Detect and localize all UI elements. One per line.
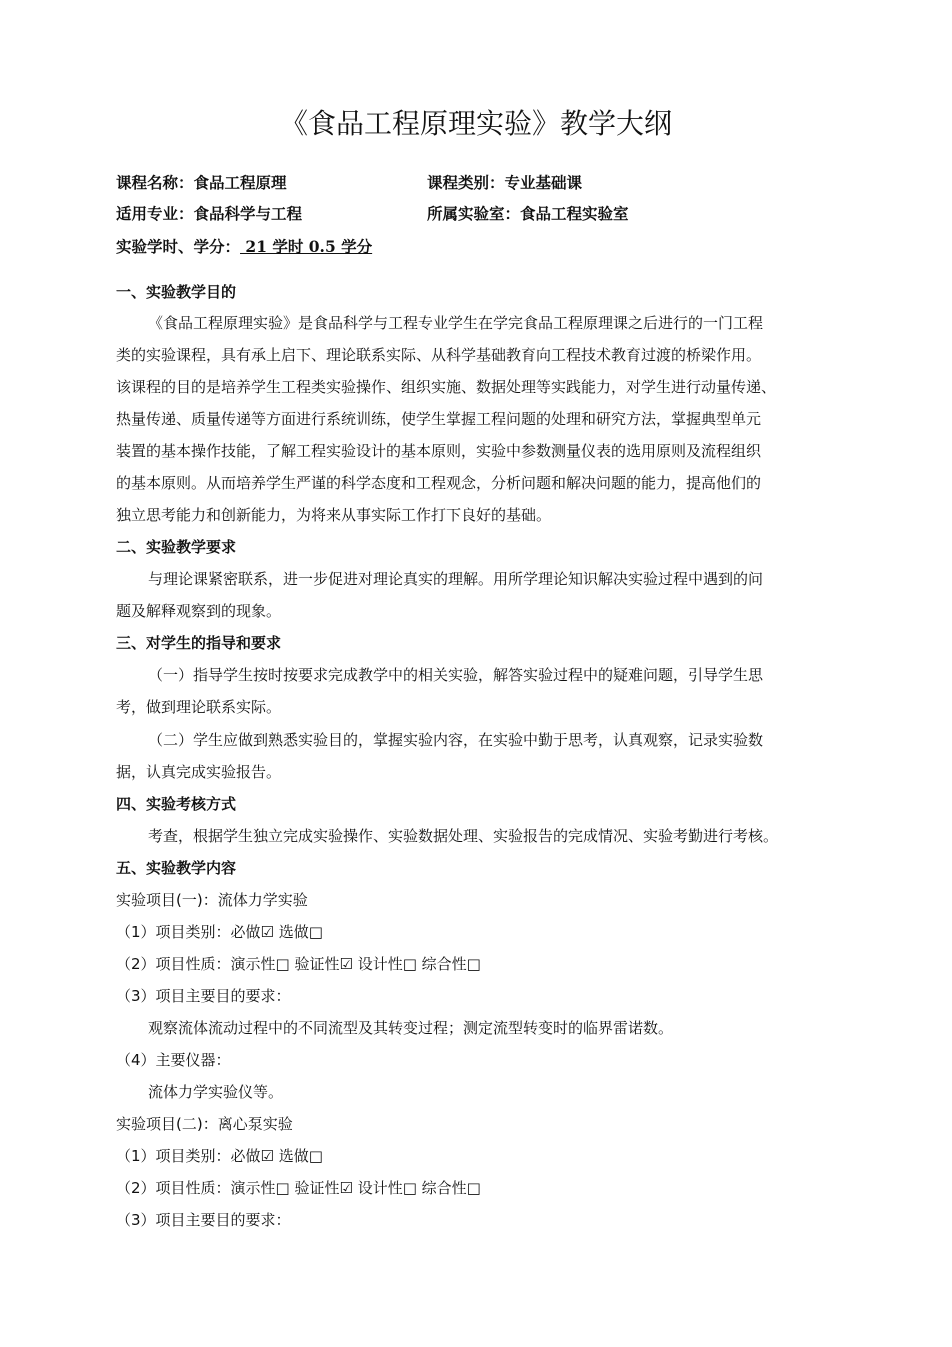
course-name: 课程名称：食品工程原理 bbox=[116, 174, 287, 192]
document-title: 《食品工程原理实验》教学大纲 bbox=[279, 107, 672, 140]
paragraph-line: 《食品工程原理实验》是食品科学与工程专业学生在学完食品工程原理课之后进行的一门工程 bbox=[148, 314, 764, 332]
paragraph-line: 题及解释观察到的现象。 bbox=[116, 602, 282, 620]
project-2-purpose-label: （3）项目主要目的要求： bbox=[116, 1211, 291, 1229]
paragraph-line: 考查，根据学生独立完成实验操作、实验数据处理、实验报告的完成情况、实验考勤进行考核。 bbox=[148, 827, 779, 845]
project-2-nature: （2）项目性质：演示性□ 验证性☑ 设计性□ 综合性□ bbox=[116, 1179, 481, 1197]
hours-credits-value: 21 学时 0.5 学分 bbox=[240, 237, 373, 256]
hours-credits-label: 实验学时、学分： bbox=[116, 238, 241, 256]
project-1-category: （1）项目类别：必做☑ 选做□ bbox=[116, 923, 323, 941]
section-1-heading: 一、实验教学目的 bbox=[116, 283, 237, 301]
section-3-heading: 三、对学生的指导和要求 bbox=[116, 634, 282, 652]
project-2-title: 实验项目(二)：离心泵实验 bbox=[116, 1115, 293, 1133]
project-2-category: （1）项目类别：必做☑ 选做□ bbox=[116, 1147, 323, 1165]
paragraph-line: 考，做到理论联系实际。 bbox=[116, 698, 282, 716]
project-1-purpose-label: （3）项目主要目的要求： bbox=[116, 987, 291, 1005]
hours-credits bbox=[116, 236, 372, 258]
project-1-title: 实验项目(一)：流体力学实验 bbox=[116, 891, 308, 909]
paragraph-line: 据，认真完成实验报告。 bbox=[116, 763, 282, 781]
course-type: 课程类别：专业基础课 bbox=[427, 174, 583, 192]
project-1-purpose: 观察流体流动过程中的不同流型及其转变过程；测定流型转变时的临界雷诺数。 bbox=[148, 1019, 674, 1037]
paragraph-line: 该课程的目的是培养学生工程类实验操作、组织实施、数据处理等实践能力，对学生进行动量传递、 bbox=[116, 378, 777, 396]
section-4-heading: 四、实验考核方式 bbox=[116, 795, 237, 813]
paragraph-line: 独立思考能力和创新能力，为将来从事实际工作打下良好的基础。 bbox=[116, 506, 552, 524]
project-1-nature: （2）项目性质：演示性□ 验证性☑ 设计性□ 综合性□ bbox=[116, 955, 481, 973]
project-1-instrument: 流体力学实验仪等。 bbox=[148, 1083, 284, 1101]
paragraph-line: （一）指导学生按时按要求完成教学中的相关实验，解答实验过程中的疑难问题，引导学生思 bbox=[148, 666, 764, 684]
project-1-instrument-label: （4）主要仪器： bbox=[116, 1051, 231, 1069]
section-2-heading: 二、实验教学要求 bbox=[116, 538, 237, 556]
paragraph-line: 类的实验课程，具有承上启下、理论联系实际、从科学基础教育向工程技术教育过渡的桥梁作用。 bbox=[116, 346, 762, 364]
paragraph-line: 热量传递、质量传递等方面进行系统训练，使学生掌握工程问题的处理和研究方法，掌握典型单元 bbox=[116, 410, 762, 428]
paragraph-line: （二）学生应做到熟悉实验目的，掌握实验内容，在实验中勤于思考，认真观察，记录实验数 bbox=[148, 731, 764, 749]
applicable-major: 适用专业：食品科学与工程 bbox=[116, 205, 303, 223]
paragraph-line: 与理论课紧密联系，进一步促进对理论真实的理解。用所学理论知识解决实验过程中遇到的问 bbox=[148, 570, 764, 588]
affiliated-lab: 所属实验室：食品工程实验室 bbox=[427, 205, 629, 223]
paragraph-line: 的基本原则。从而培养学生严谨的科学态度和工程观念，分析问题和解决问题的能力，提高他们的 bbox=[116, 474, 762, 492]
paragraph-line: 装置的基本操作技能，了解工程实验设计的基本原则，实验中参数测量仪表的选用原则及流程组织 bbox=[116, 442, 762, 460]
section-5-heading: 五、实验教学内容 bbox=[116, 859, 237, 877]
